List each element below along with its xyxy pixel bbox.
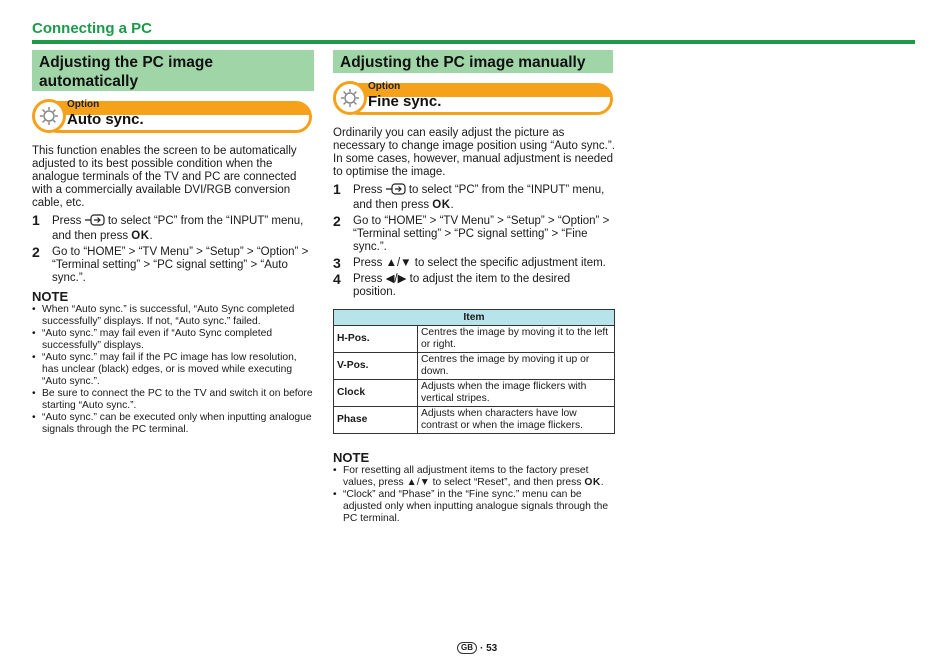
step-text	[52, 214, 314, 243]
table-header: Item	[334, 310, 615, 326]
step-item	[333, 273, 615, 299]
table-row	[334, 353, 615, 380]
note-list	[32, 304, 314, 436]
step-item	[333, 183, 615, 212]
page-footer	[457, 642, 497, 654]
ok-key: OK	[131, 230, 150, 242]
ok-key: OK	[584, 477, 601, 488]
input-icon	[85, 214, 105, 230]
right-column	[333, 50, 615, 525]
note-title: NOTE	[333, 450, 370, 465]
step-item	[333, 257, 615, 270]
option-name: Fine sync.	[368, 93, 442, 110]
table-cell-desc: Adjusts when the image flickers with vertical stripes.	[418, 380, 615, 407]
section-title-auto: Adjusting the PC image automatically	[32, 50, 314, 91]
step-text-pre: Press	[52, 215, 82, 227]
step-number: 2	[333, 213, 341, 229]
note-item: • “Auto sync.” may fail even if “Auto Sync completed successfully” displays.	[32, 328, 314, 352]
item-table	[333, 309, 615, 434]
step-text: Press ▲/▼ to select the specific adjustment item.	[353, 257, 606, 269]
step-number: 1	[333, 181, 341, 197]
page-title: Connecting a PC	[32, 20, 153, 37]
step-text-post: to select “PC” from the “INPUT” menu, and then press	[52, 215, 304, 242]
page-header	[32, 18, 915, 44]
note-text-end: .	[600, 477, 604, 488]
intro-text: Ordinarily you can easily adjust the picture as necessary to change image position using “Auto sync.”. In some cases, however, manual adjustment is needed to optimise the image.	[333, 127, 615, 178]
left-column	[32, 50, 314, 436]
table-cell-desc: Centres the image by moving it up or down.	[418, 353, 615, 380]
ok-key: OK	[432, 199, 451, 211]
step-text	[353, 183, 615, 212]
steps-list	[333, 183, 615, 299]
table-row	[334, 407, 615, 434]
note-item: • “Auto sync.” may fail if the PC image has low resolution, has unclear (black) edges, or is moved while executing “Auto sync.”.	[32, 352, 314, 388]
table-row	[334, 326, 615, 353]
step-text-post: to select “PC” from the “INPUT” menu, and then press	[353, 184, 605, 211]
table-cell-key: V-Pos.	[334, 353, 418, 380]
step-item	[333, 215, 615, 254]
step-text: Go to “HOME” > “TV Menu” > “Setup” > “Option” > “Terminal setting” > “PC signal setting” > “Fine sync.”.	[353, 215, 610, 253]
page-number: · 53	[480, 642, 498, 654]
note-title: NOTE	[32, 289, 69, 304]
table-cell-key: Clock	[334, 380, 418, 407]
option-gear-icon	[32, 99, 66, 133]
table-cell-key: Phase	[334, 407, 418, 434]
input-icon	[386, 183, 406, 199]
table-cell-desc: Centres the image by moving it to the left or right.	[418, 326, 615, 353]
table-row	[334, 380, 615, 407]
step-text: Go to “HOME” > “TV Menu” > “Setup” > “Option” > “Terminal setting” > “PC signal setting” > “Auto sync.”.	[52, 246, 309, 284]
note-item: • When “Auto sync.” is successful, “Auto Sync completed successfully” displays. If not, “Auto sync.” failed.	[32, 304, 314, 328]
step-text-end: .	[450, 199, 454, 211]
note-item: • “Clock” and “Phase” in the “Fine sync.” menu can be adjusted only when inputting analogue signals through the PC terminal.	[333, 489, 615, 525]
region-badge: GB	[457, 642, 477, 654]
note-text: For resetting all adjustment items to the factory preset values, press ▲/▼ to select “Reset”, and then press	[343, 465, 589, 488]
intro-text: This function enables the screen to be automatically adjusted to its best possible condition when the analogue terminals of the TV and PC are connected with a commercially available DVI/RGB conversion cable, etc.	[32, 145, 297, 209]
step-number: 3	[333, 255, 341, 271]
steps-list	[32, 214, 314, 285]
section-title-manual: Adjusting the PC image manually	[333, 50, 613, 73]
step-text-end: .	[149, 230, 153, 242]
step-item	[32, 214, 314, 243]
note-item: • “Auto sync.” can be executed only when inputting analogue signals through the PC terminal.	[32, 412, 314, 436]
option-box-fine-sync	[333, 83, 613, 117]
option-box-auto-sync	[32, 101, 312, 135]
note-list	[333, 465, 615, 525]
step-number: 4	[333, 271, 341, 287]
option-label: Option	[67, 99, 100, 110]
option-label: Option	[368, 81, 401, 92]
note-item: • Be sure to connect the PC to the TV and switch it on before starting “Auto sync.”.	[32, 388, 314, 412]
option-gear-icon	[333, 81, 367, 115]
option-name: Auto sync.	[67, 111, 144, 128]
step-number: 2	[32, 244, 40, 260]
table-cell-desc: Adjusts when characters have low contrast or when the image flickers.	[418, 407, 615, 434]
step-text-pre: Press	[353, 184, 383, 196]
step-number: 1	[32, 212, 40, 228]
table-cell-key: H-Pos.	[334, 326, 418, 353]
step-text: Press ◀/▶ to adjust the item to the desired position.	[353, 273, 571, 298]
note-item	[333, 465, 615, 489]
step-item	[32, 246, 314, 285]
